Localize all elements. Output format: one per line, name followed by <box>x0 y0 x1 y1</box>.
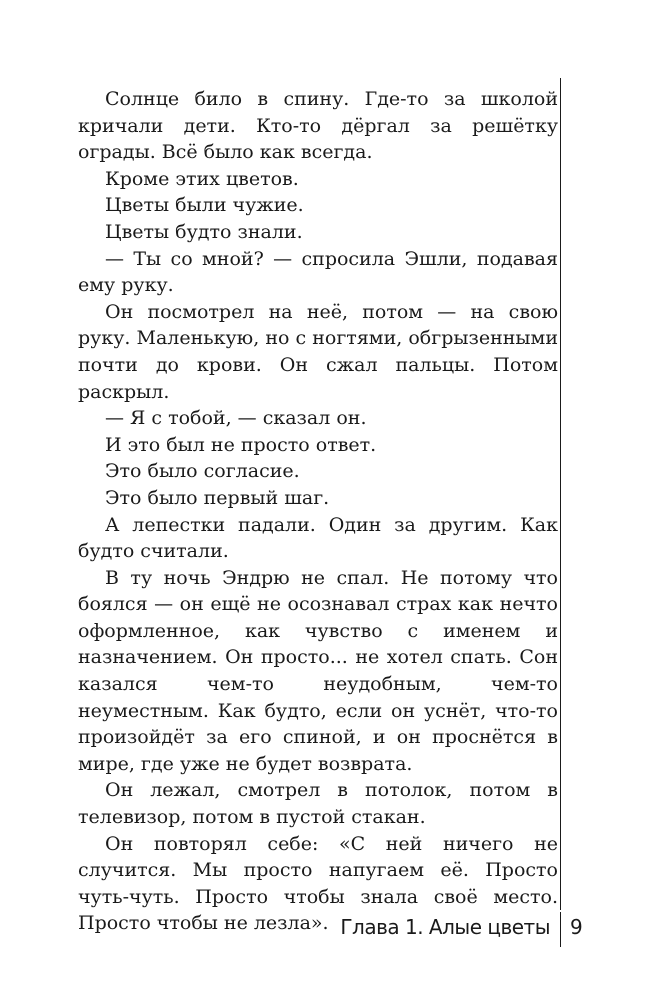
paragraph: А лепестки падали. Один за другим. Как будто считали. <box>78 513 558 563</box>
paragraph: Это было согласие. <box>105 460 300 483</box>
paragraph: И это был не просто ответ. <box>105 433 377 456</box>
paragraph: Он лежал, смотрел в потолок, потом в телевизор, потом в пустой стакан. <box>78 779 558 829</box>
paragraph: Это было первый шаг. <box>105 486 330 509</box>
paragraph: Кроме этих цветов. <box>105 167 299 190</box>
footer-divider <box>560 912 561 947</box>
paragraph: — Ты со мной? — спросила Эшли, подавая ему руку. <box>78 247 558 297</box>
page-number: 9 <box>570 915 583 939</box>
paragraph: Он повторял себе: «С ней ничего не случится. Мы просто напугаем её. Просто чуть-чуть. Просто чтобы знала своё место. Просто чтобы не лезла». <box>78 832 558 935</box>
paragraph: Цветы были чужие. <box>105 194 304 217</box>
paragraph: — Я с тобой, — сказал он. <box>105 407 367 430</box>
margin-rule <box>560 78 561 910</box>
paragraph: В ту ночь Эндрю не спал. Не потому что боялся — он ещё не осознавал страх как нечто оформленное, как чувство с именем и назначением. Он просто... не хотел спать. Сон казался чем-то неудобным, чем-то неуместным. Как будто, если он уснёт, что-то произойдёт за его спиной, и он проснётся в мире, где уже не будет возврата. <box>78 566 558 775</box>
body-text <box>78 86 558 937</box>
running-footer-chapter-title: Глава 1. Алые цветы <box>340 915 550 939</box>
paragraph: Он посмотрел на неё, потом — на свою руку. Маленькую, но с ногтями, обгрызенными почти до крови. Он сжал пальцы. Потом раскрыл. <box>78 300 558 403</box>
paragraph: Цветы будто знали. <box>105 220 303 243</box>
paragraph: Солнце било в спину. Где-то за школой кричали дети. Кто-то дёргал за решётку ограды. Всё было как всегда. <box>78 88 558 164</box>
